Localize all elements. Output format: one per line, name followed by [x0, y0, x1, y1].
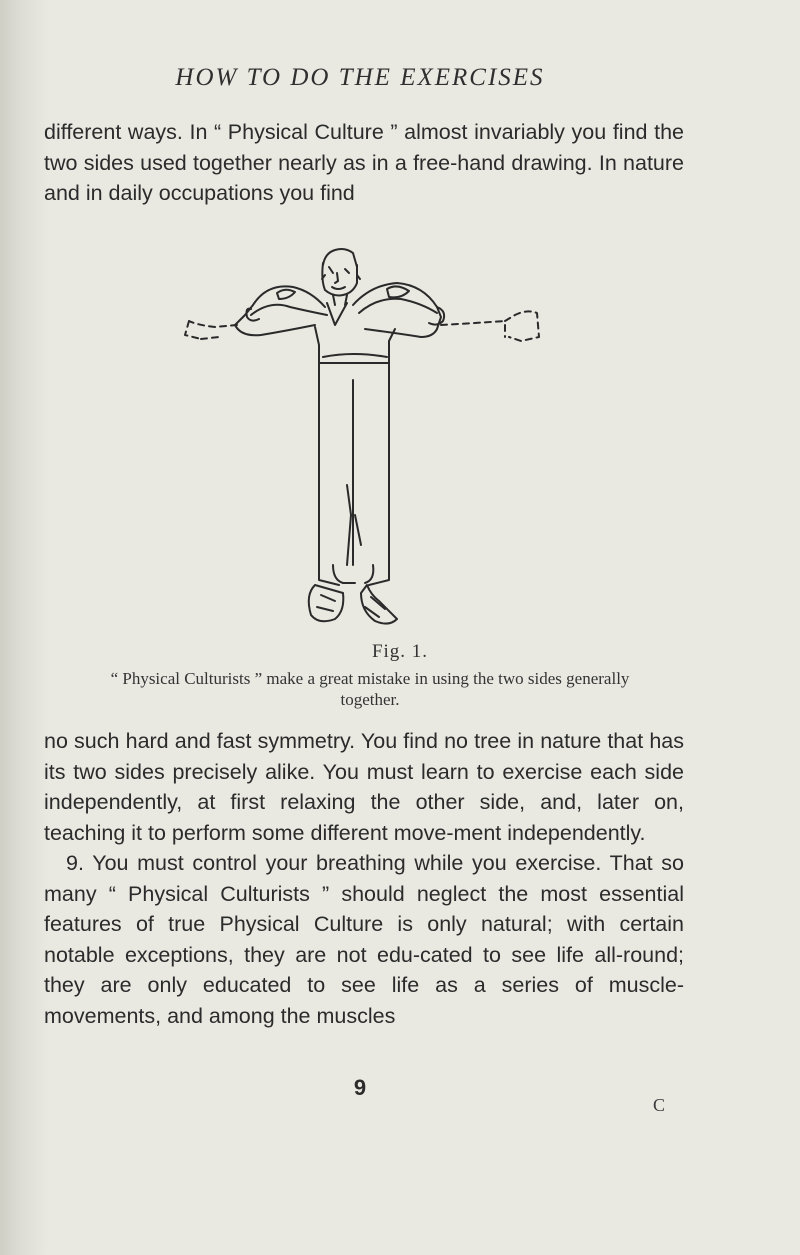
- figure-head: [322, 249, 360, 295]
- figure-illustration: [175, 245, 575, 630]
- figure-feet: [309, 585, 397, 624]
- running-head: HOW TO DO THE EXERCISES: [175, 64, 545, 91]
- paragraph-2-part-b: 9. You must control your breathing while you exercise. That so many “ Physical Culturists ” should neglect the most essential features of true Physical Culture is only natural; with certain notable exceptions, they are not edu-cated to see life all-round; they are only educated to see life as a series of muscle-movements, and among the muscles: [44, 851, 684, 1028]
- figure-caption: “ Physical Culturists ” make a great mistake in using the two sides generally together.: [110, 669, 630, 709]
- figure-left-arm: [235, 286, 327, 335]
- figure-right-arm: [353, 283, 444, 337]
- paragraph-2: [44, 726, 684, 1031]
- figure-label: Fig. 1.: [371, 641, 429, 662]
- figure-legs: [319, 363, 389, 585]
- paragraph-2-part-a: no such hard and fast symmetry. You find no tree in nature that has its two sides precisely alike. You must learn to exercise each side independently, at first relaxing the other side, and, later on, teaching it to perform some different move-ment independently.: [44, 729, 684, 845]
- page-number: 9: [353, 1075, 367, 1100]
- figure-torso: [315, 303, 395, 363]
- paragraph-1: different ways. In “ Physical Culture ” almost invariably you find the two sides used together nearly as in a free-hand drawing. In nature and in daily occupations you find: [44, 120, 684, 205]
- signature-mark: C: [653, 1095, 666, 1115]
- binding-shadow: [0, 0, 48, 1255]
